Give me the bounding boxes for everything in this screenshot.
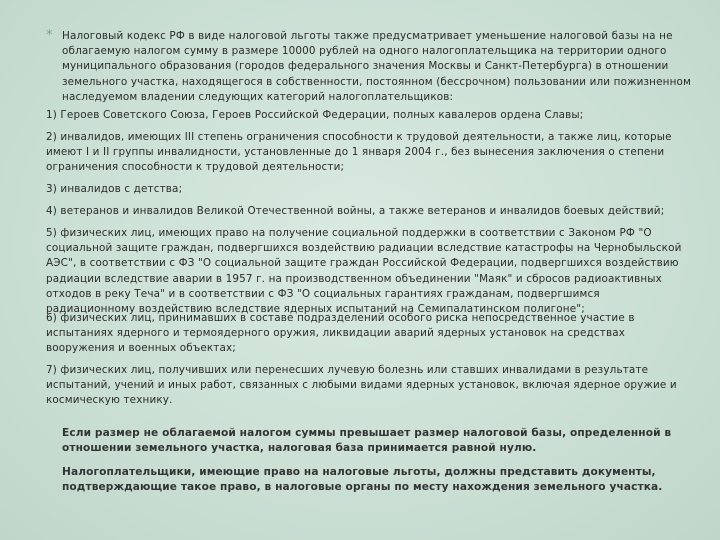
list-item-6: 6) физических лиц, принимавших в составе подразделений особого риска непосредственное участие в испытаниях ядерного и термоядерного оружия, ликвидации аварий ядерных установок на средствах вооружения и военных объектах; <box>46 312 635 355</box>
list-item-3: 3) инвалидов с детства; <box>46 183 183 195</box>
note-documents: Налогоплательщики, имеющие право на налоговые льготы, должны представить документы, подтверждающие такое право, в налоговые органы по месту нахождения земельного участка. <box>62 466 663 494</box>
bullet-star-icon: * <box>46 28 53 43</box>
list-item-7: 7) физических лиц, получивших или перенесших лучевую болезнь или ставших инвалидами в результате испытаний, учений и иных работ, связанных с любыми видами ядерных установок, включая ядерное оружие и космическую технику. <box>46 364 677 407</box>
list-item-4: 4) ветеранов и инвалидов Великой Отечественной войны, а также ветеранов и инвалидов боевых действий; <box>46 205 665 217</box>
list-item-2: 2) инвалидов, имеющих III степень ограничения способности к трудовой деятельности, а также лиц, которые имеют I и II группы инвалидности, установленные до 1 января 2004 г., без вынесения заключения о степени ограничения способности к трудовой деятельности; <box>46 131 672 174</box>
intro-paragraph: Налоговый кодекс РФ в виде налоговой льготы также предусматривает уменьшение налоговой базы на не облагаемую налогом сумму в размере 10000 рублей на одного налогоплательщика на территории одного муниципального образования (городов федерального значения Москвы и Санкт-Петербурга) в отношении земельного участка, находящегося в собственности, постоянном (бессрочном) пользовании или пожизненном наследуемом владении следующих категорий налогоплательщиков: <box>62 30 692 103</box>
note-zero-base: Если размер не облагаемой налогом суммы превышает размер налоговой базы, определенной в отношении земельного участка, налоговая база принимается равной нулю. <box>62 427 672 455</box>
list-item-5: 5) физических лиц, имеющих право на получение социальной поддержки в соответствии с Законом РФ "О социальной защите граждан, подвергшихся воздействию радиации вследствие катастрофы на Чернобыльской АЭС", в соответствии с ФЗ "О социальной защите граждан Российской Федерации, подвергшихся воздействию радиации вследствие аварии в 1957 г. на производственном объединении "Маяк" и сбросов радиоактивных отходов в реку Теча" и в соответствии с ФЗ "О социальных гарантиях гражданам, подвергшимся радиационному воздействию вследствие ядерных испытаний на Семипалатинском полигоне"; <box>46 227 682 316</box>
list-item-1: 1) Героев Советского Союза, Героев Российской Федерации, полных кавалеров ордена Славы; <box>46 109 584 121</box>
